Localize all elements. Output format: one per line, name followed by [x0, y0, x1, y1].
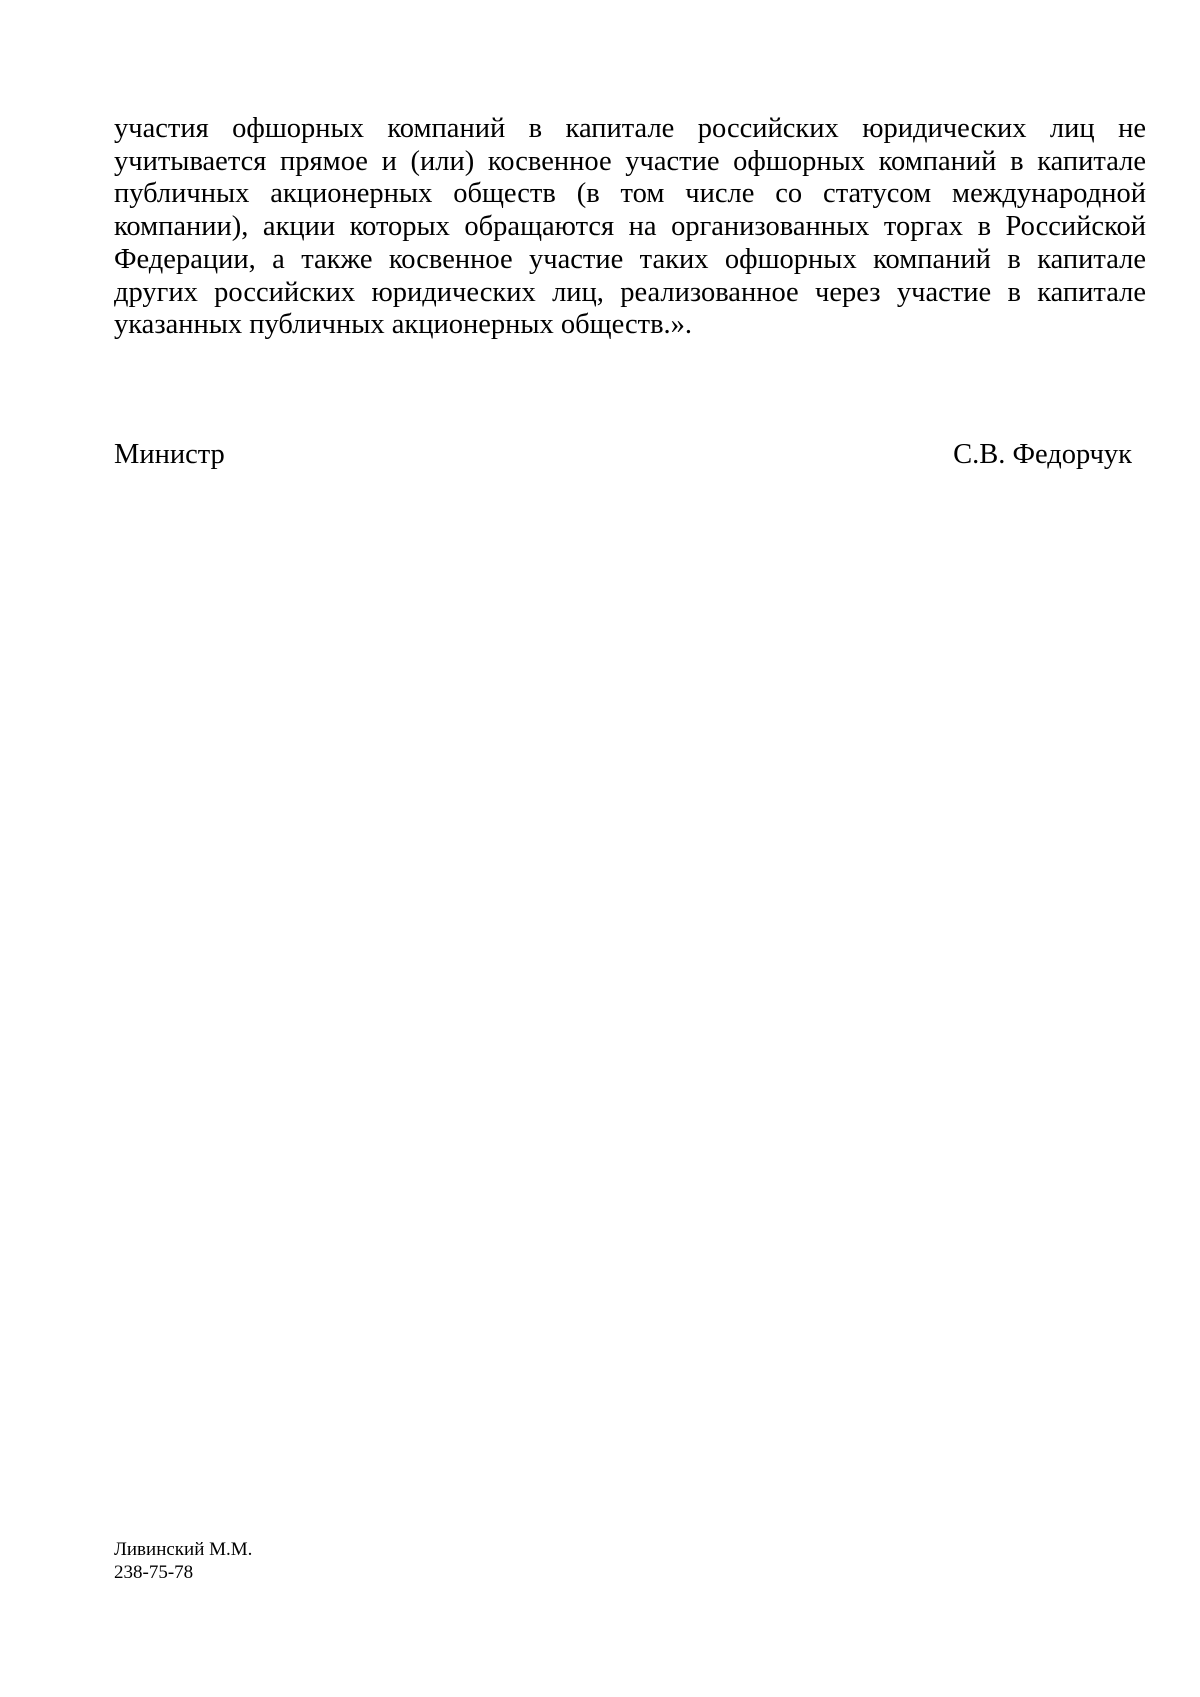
paragraph-line: учитывается прямое и (или) косвенное участие офшорных компаний в капитале: [114, 145, 1146, 177]
paragraph-line: публичных акционерных обществ (в том числе со статусом международной: [114, 178, 1146, 210]
paragraph-line: участия офшорных компаний в капитале российских юридических лиц не: [114, 113, 1146, 144]
paragraph-line: указанных публичных акционерных обществ.».: [114, 309, 693, 341]
signatory-title: Министр: [114, 439, 225, 470]
paragraph-line: Федерации, а также косвенное участие таких офшорных компаний в капитале: [114, 243, 1146, 275]
signatory-name: С.В. Федорчук: [953, 439, 1132, 470]
executor-name: Ливинский М.М.: [114, 1539, 253, 1560]
paragraph-line: других российских юридических лиц, реализованное через участие в капитале: [114, 276, 1146, 308]
paragraph-line: компании), акции которых обращаются на организованных торгах в Российской: [114, 211, 1146, 243]
body-paragraph: [114, 113, 1146, 342]
executor-phone: 238-75-78: [114, 1562, 194, 1583]
signature-block: [114, 438, 1132, 478]
executor-block: [114, 1538, 252, 1584]
